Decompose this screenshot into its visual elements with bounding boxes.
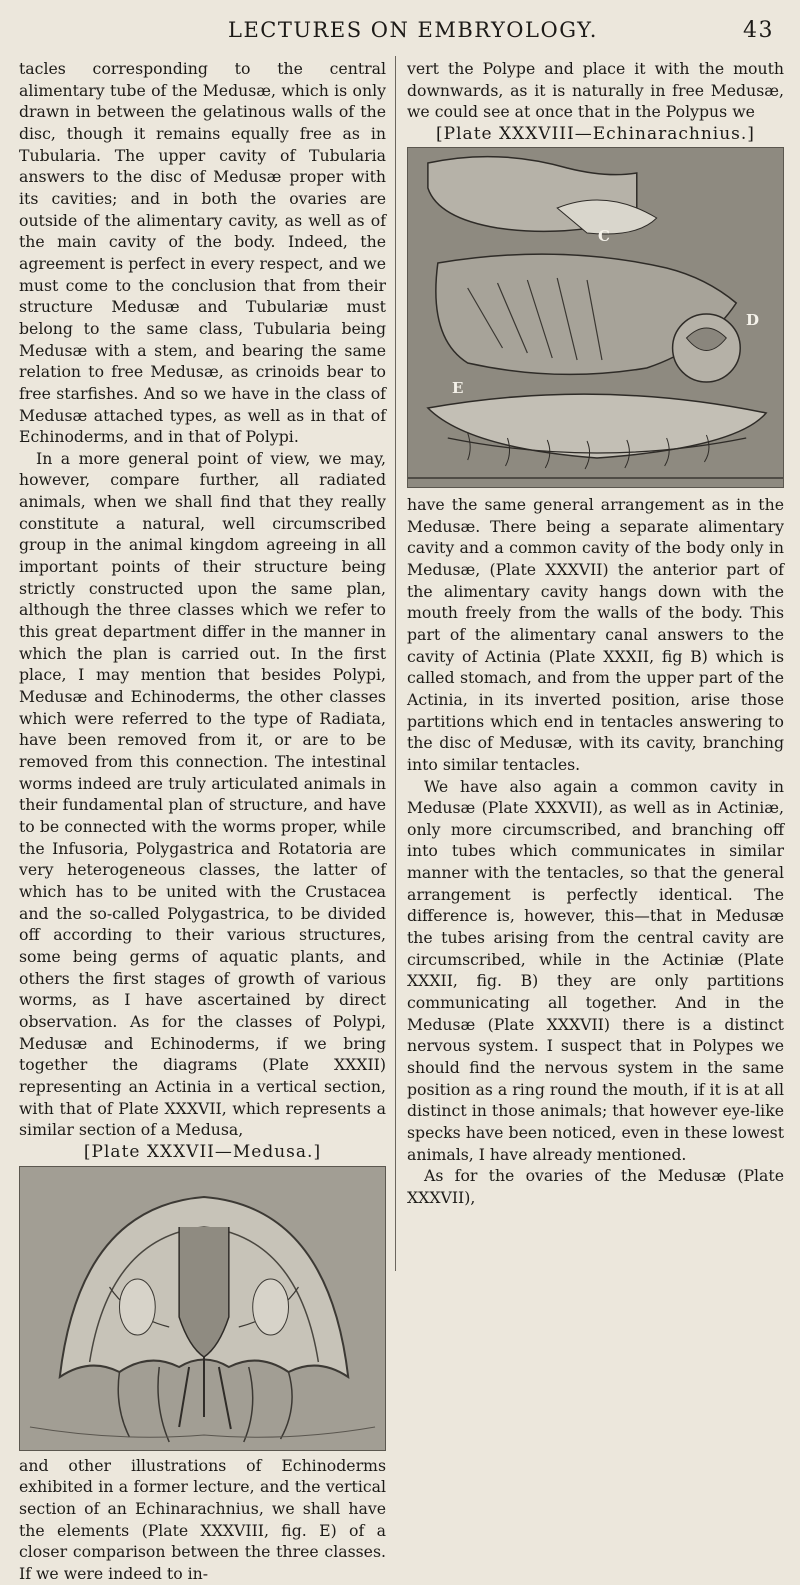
figure-label-d: D [746,310,760,329]
column-divider [395,56,396,1271]
echinarachnius-plate-illustration [407,147,784,488]
medusa-plate-illustration [19,1166,386,1451]
medusa-plate-caption: [Plate XXXVII—Medusa.] [83,1141,322,1162]
left-paragraph-1: tacles corresponding to the central alimentary tube of the Medusæ, which is only drawn in between the gelatinous walls of the disc, though it remains equally free as in Tubularia. The upper cavity of Tubularia answers to the disc of Medusæ proper with its cavities; and in both the ovaries are outside of the alimentary cavity, as well as of the main cavity of the body. Indeed, the agreement is perfect in every respect, and we must come to the conclusion that from their structure Medusæ and Tubulariæ must belong to the same class, Tubularia being Medusæ with a stem, and bearing the same relation to free Medusæ, as crinoids bear to free starfishes. And so we have in the class of Medusæ attached types, as well as in that of Echinoderms, and in that of Polypi. [19,59,386,447]
left-paragraph-2: In a more general point of view, we may, however, compare further, all radiated animals, when we shall find that they really constitute a natural, well circumscribed group in the animal kingdom agreeing in all important points of their structure being strictly constructed upon the same plan, although the three classes which we refer to this great department differ in the manner in which the plan is carried out. In the first place, I may mention that besides Polypi, Medusæ and Echinoderms, the other classes which were referred to the type of Radiata, have been removed from it, or are to be removed from this connection. The intestinal worms indeed are truly articulated animals in their fundamental plan of structure, and have to be connected with the worms proper, while the Infusoria, Polygastrica and Rotatoria are very heterogeneous classes, the latter of which has to be united with the Crustacea and the so-called Polygastrica, to be divided off according to their various structures, some being germs of aquatic plants, and others the first stages of growth of various worms, as I have ascertained by direct observation. As for the classes of Polypi, Medusæ and Echinoderms, if we bring together the diagrams (Plate XXXII) representing an Actinia in a vertical section, with that of Plate XXXVII, which represents a similar section of a Medusa, [19,448,386,1140]
running-title: LECTURES ON EMBRYOLOGY. [228,18,598,42]
left-column [19,58,386,1585]
right-paragraph-1: vert the Polype and place it with the mouth downwards, as it is naturally in free Medusæ, we could see at once that in the Polypus we [407,59,784,122]
right-paragraph-4: As for the ovaries of the Medusæ (Plate XXXVII), [407,1166,784,1207]
left-paragraph-3: and other illustrations of Echinoderms exhibited in a former lecture, and the vertical section of an Echinarachnius, we shall have the elements (Plate XXXVIII, fig. E) of a closer comparison between the three classes. If we were indeed to in- [19,1455,386,1584]
figure-label-c: C [598,226,610,245]
right-column [407,58,784,1209]
page-number: 43 [743,18,774,43]
right-paragraph-2: have the same general arrangement as in the Medusæ. There being a separate alimentary cavity and a common cavity of the body only in Medusæ, (Plate XXXVII) the anterior part of the alimentary cavity hangs down with the mouth freely from the walls of the body. This part of the alimentary canal answers to the cavity of Actinia (Plate XXXII, fig B) which is called stomach, and from the upper part of the Actinia, in its inverted position, arise those partitions which end in tentacles answering to the disc of Medusæ, with its cavity, branching into similar tentacles. [407,494,784,774]
medusa-engraving [20,1167,385,1450]
echinarachnius-plate-caption: [Plate XXXVIII—Echinarachnius.] [436,123,755,144]
running-head [228,18,780,43]
figure-label-e: E [452,378,464,397]
right-paragraph-3: We have also again a common cavity in Medusæ (Plate XXXVII), as well as in Actiniæ, only more circumscribed, and branching off into tubes which communicates in similar manner with the tentacles, so that the general arrangement is perfectly identical. The difference is, however, this—that in Medusæ the tubes arising from the central cavity are circumscribed, while in the Actiniæ (Plate XXXII, fig. B) they are only partitions communicating all together. And in the Medusæ (Plate XXXVII) there is a distinct nervous system. I suspect that in Polypes we should find the nervous system in the same position as a ring round the mouth, if it is at all distinct in those animals; that however eye-like specks have been noticed, even in these lowest animals, I have already mentioned. [407,776,784,1164]
echinarachnius-engraving [408,148,783,487]
